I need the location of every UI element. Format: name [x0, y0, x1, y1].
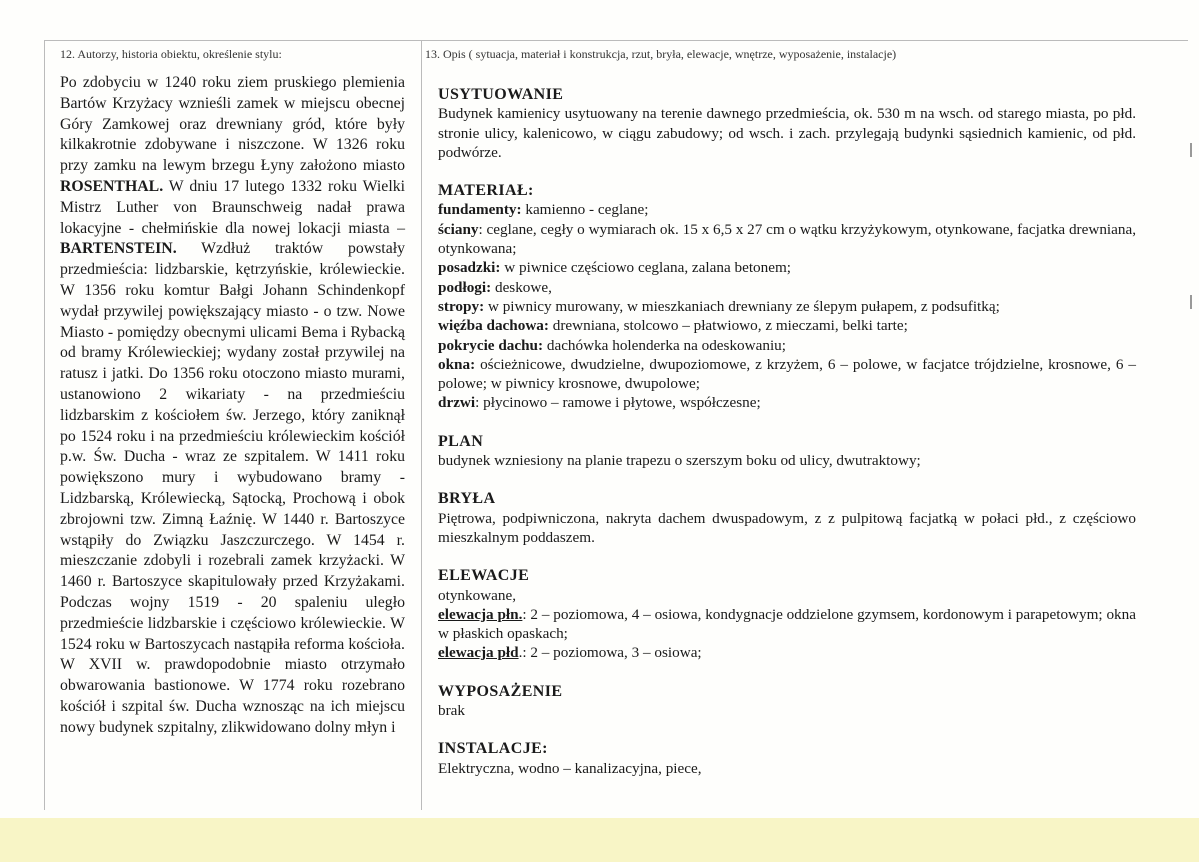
installations-title: INSTALACJE:: [438, 740, 548, 758]
material-label: więźba dachowa:: [438, 317, 549, 335]
section-location: [438, 85, 1136, 162]
section-13-header: 13. Opis ( sytuacja, materiał i konstrukcja, rzut, bryła, elewacje, wnętrze, wyposażenie, instalacje): [425, 47, 897, 61]
material-label: ściany: [438, 220, 479, 238]
history-part-1: Po zdobyciu w 1240 roku ziem pruskiego plemienia Bartów Krzyżacy wznieśli zamek w miejscu obecnej Góry Zamkowej oraz drewniany gród, które były kilkakrotnie zdobywane i niszczone. W 1326 roku przy zamku na lewym brzegu Łyny założono miasto: [60, 74, 405, 175]
history-text: [60, 73, 405, 739]
section-12-header: 12. Autorzy, historia obiektu, określenie stylu:: [60, 47, 282, 61]
material-title: MATERIAŁ:: [438, 182, 534, 200]
elevation-item: [438, 643, 1136, 662]
elevations-intro: otynkowane,: [438, 586, 517, 604]
material-item: [438, 258, 1136, 277]
material-item: [438, 355, 1136, 394]
body-text: Piętrowa, podpiwniczona, nakryta dachem dwuspadowym, z z pulpitową facjatką w połaci płd., z częściowo mieszkalnym poddaszem.: [438, 509, 1136, 546]
material-value: : ceglane, cegły o wymiarach ok. 15 x 6,5 x 27 cm o wątku krzyżykowym, otynkowane, facjatka drewniana, otynkowana;: [438, 220, 1137, 258]
section-elevations: [438, 566, 1136, 662]
history-part-2: W dniu 17 lutego 1332 roku Wielki Mistrz Luther von Braunschweig nadał prawa lokacyjne - chełmińskie dla nowej lokacji miasta –: [60, 177, 405, 237]
material-label: okna:: [438, 355, 476, 373]
material-item: [438, 316, 1136, 335]
material-label: stropy:: [438, 297, 485, 315]
elevation-item: [438, 605, 1136, 644]
elevation-value: : 2 – poziomowa, 4 – osiowa, kondygnacje oddzielone gzymsem, kordonowym i parapetowym; okna w płaskich opaskach;: [438, 605, 1136, 643]
material-value: dachówka holenderka na odeskowaniu;: [543, 336, 786, 354]
section-body: [438, 489, 1136, 547]
section-installations: [438, 739, 1136, 778]
material-value: ościeżnicowe, dwudzielne, dwupoziomowe, z krzyżem, 6 – polowe, w facjatce trójdzielne, krosnowe, 6 – polowe; w piwnicy krosnowe, dwupolowe;: [438, 355, 1136, 393]
equipment-title: WYPOSAŻENIE: [438, 682, 563, 700]
history-column: [60, 73, 405, 739]
elevation-value: .: 2 – poziomowa, 3 – osiowa;: [518, 644, 702, 662]
section-plan: [438, 432, 1136, 471]
history-part-3: Wzdłuż traktów powstały przedmieścia: lidzbarskie, kętrzyńskie, królewieckie. W 1356 roku komtur Bałgi Johann Schindenkopf wydał przywilej powiększający miasto - o tzw. Nowe Miasto - pomiędzy obecnymi ulicami Bema i Rybacką od bramy Królewieckiej; wydany został przywilej na ratusz i jatki. Do 1356 roku otoczono miasto murami, ustanowiono 2 wikariaty - na przedmieściu lidzbarskim z kościołem św. Jerzego, który zaniknął po 1524 roku i na przedmieściu królewieckim kościół p.w. Św. Ducha - wraz ze szpitalem. W 1411 roku powiększono mury i wybudowano bramy - Lidzbarską, Królewiecką, Sątocką, Prochową i obok zbrojowni tzw. Zimną Łaźnię. W 1440 r. Bartoszyce wstąpiły do Związku Jaszczurczego. W 1454 r. mieszczanie zdobyli i rozebrali zamek krzyżacki. W 1460 r. Bartoszyce skapitulowały przed Krzyżakami. Podczas wojny 1519 - 20 spaleniu uległo przedmieście lidzbarskie i częściowo królewieckie. W 1524 roku w Bartoszycach nastąpiła reforma kościoła. W XVII w. prawdopodobnie miasto otrzymało obwarowania bastionowe. W 1774 roku rozebrano kościół i szpital św. Ducha wznosząc na ich miejscu nowy budynek szpitalny, zlikwidowano dolny młyn i: [60, 240, 405, 736]
body-title: BRYŁA: [438, 490, 496, 508]
material-value: w piwnicy murowany, w mieszkaniach drewniany ze ślepym pułapem, z podsufitką;: [484, 297, 1000, 315]
installations-text: Elektryczna, wodno – kanalizacyjna, piece,: [438, 759, 702, 777]
plan-text: budynek wzniesiony na planie trapezu o szerszym boku od ulicy, dwutraktowy;: [438, 452, 921, 470]
scan-background-strip: [0, 818, 1199, 862]
elevations-title: ELEWACJE: [438, 567, 530, 585]
material-label: podłogi:: [438, 278, 492, 296]
plan-title: PLAN: [438, 432, 484, 450]
scan-edge-mark: [1190, 295, 1192, 309]
material-label: drzwi: [438, 394, 476, 412]
equipment-text: brak: [438, 702, 465, 720]
material-item: [438, 297, 1136, 316]
location-text: Budynek kamienicy usytuowany na terenie dawnego przedmieścia, ok. 530 m na wsch. od starego miasta, po płd. stronie ulicy, kalenicowo, w ciągu zabudowy; od wsch. i zach. przylegają budynki sąsiednich kamienic, od płd. podwórze.: [438, 105, 1136, 161]
section-material: [438, 181, 1136, 413]
material-value: drewniana, stolcowo – płatwiowo, z mieczami, belki tarte;: [548, 317, 908, 335]
material-label: pokrycie dachu:: [438, 336, 544, 354]
scan-edge-mark: [1190, 143, 1192, 157]
left-border-line: [44, 40, 45, 810]
elevation-label: elewacja płd: [438, 644, 519, 662]
description-column: [438, 85, 1136, 797]
location-title: USYTUOWANIE: [438, 86, 564, 103]
material-item: [438, 200, 1136, 219]
history-name-rosenthal: ROSENTHAL.: [60, 177, 164, 195]
material-value: kamienno - ceglane;: [521, 201, 649, 219]
material-item: [438, 278, 1136, 297]
column-divider-line: [421, 40, 422, 810]
history-name-bartenstein: BARTENSTEIN.: [60, 240, 177, 258]
material-value: w piwnice częściowo ceglana, zalana betonem;: [500, 259, 792, 277]
material-label: posadzki:: [438, 259, 501, 277]
elevation-label: elewacja płn.: [438, 605, 523, 623]
material-label: fundamenty:: [438, 201, 522, 219]
material-item: [438, 393, 1136, 412]
section-equipment: [438, 682, 1136, 721]
material-item: [438, 336, 1136, 355]
material-value: deskowe,: [491, 278, 552, 296]
material-item: [438, 220, 1136, 259]
top-border-line: [44, 40, 1188, 41]
material-value: : płycinowo – ramowe i płytowe, współczesne;: [475, 394, 761, 412]
